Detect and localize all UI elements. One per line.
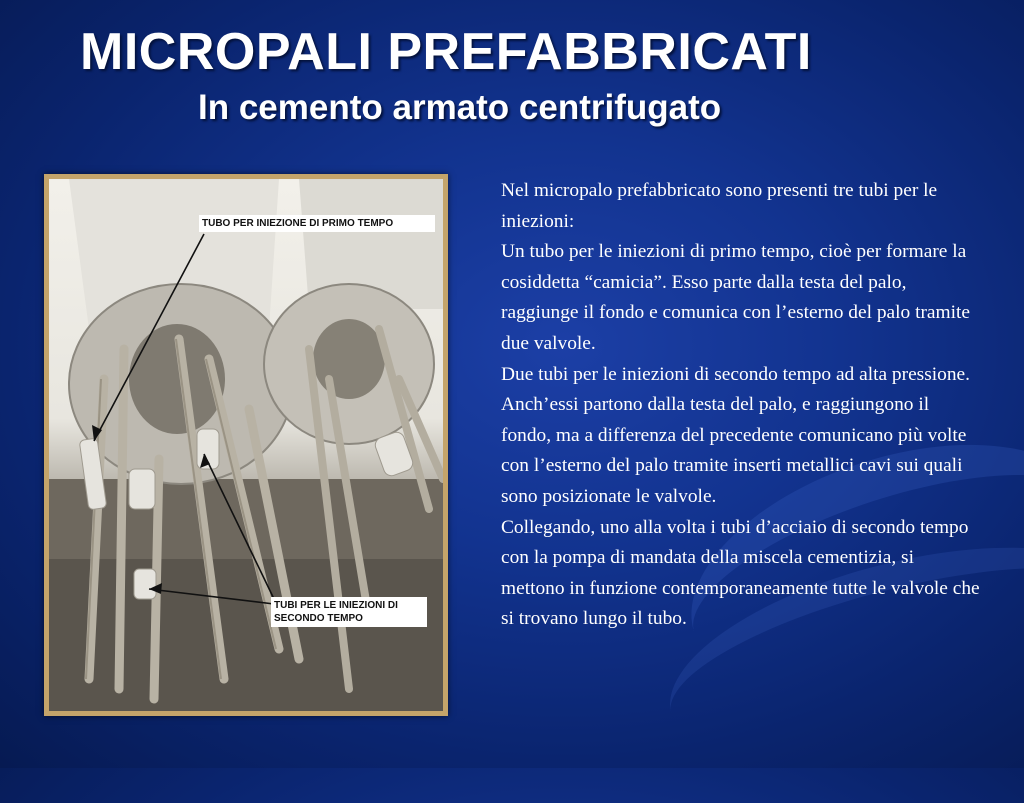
slide-title: MICROPALI PREFABBRICATI xyxy=(80,23,812,81)
label-primo-tempo: TUBO PER INIEZIONE DI PRIMO TEMPO xyxy=(199,215,435,232)
label-secondo-tempo: TUBI PER LE INIEZIONI DI SECONDO TEMPO xyxy=(271,597,427,627)
micropile-photo-frame xyxy=(44,174,448,716)
slide-subtitle: In cemento armato centrifugato xyxy=(198,88,722,127)
paragraph: Un tubo per le iniezioni di primo tempo, cioè per formare la cosiddetta “camicia”. Esso parte dalla testa del palo, raggiunge il fondo e comunica con l’esterno del palo tramite due valvole. xyxy=(501,241,970,354)
paragraph: Collegando, uno alla volta i tubi d’acciaio di secondo tempo con la pompa di mandata della miscela cementizia, si mettono in funzione contemporaneamente tutte le valvole che si trovano lungo il tubo. xyxy=(501,516,980,630)
paragraph: Nel micropalo prefabbricato sono presenti tre tubi per le iniezioni: xyxy=(501,180,938,232)
ground-shadow xyxy=(49,559,443,711)
description-text xyxy=(501,176,981,635)
micropile-photo xyxy=(49,179,443,711)
micropile-illustration xyxy=(49,179,443,711)
right-pile-hollow xyxy=(313,319,385,399)
paragraph: Due tubi per le iniezioni di secondo tempo ad alta pressione. Anch’essi partono dalla testa del palo, e raggiungono il fondo, ma a differenza del precedente comunicano più volte con l’esterno del palo tramite inserti metallici cavi sui quali sono posizionate le valvole. xyxy=(501,363,971,507)
